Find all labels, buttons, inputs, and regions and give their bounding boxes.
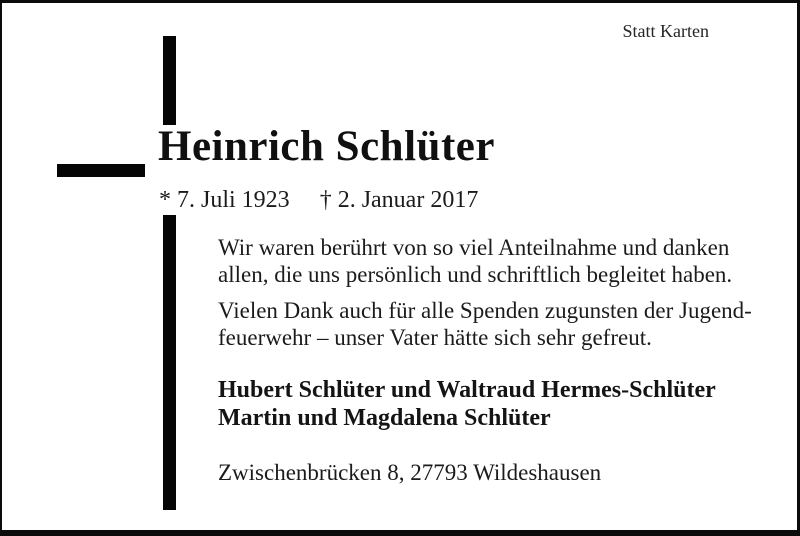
thanks-line-2: allen, die uns persönlich und schriftlich begleitet haben. [218,262,733,287]
life-dates [159,187,478,214]
donation-paragraph [218,297,752,351]
mourners-line-2: Martin und Magdalena Schlüter [218,405,551,431]
address-line [218,459,601,486]
mourners-names [218,376,716,432]
cross-top-bar-icon [163,36,176,125]
header-note: Statt Karten [622,21,709,41]
birth-date: * 7. Juli 1923 [159,187,290,213]
cross-bottom-bar-icon [163,215,176,510]
donation-line-2: feuerwehr – unser Vater hätte sich sehr gefreut. [218,325,652,350]
cross-left-arm-icon [57,164,145,177]
deceased-name: Heinrich Schlüter [158,123,495,170]
mourners-line-1: Hubert Schlüter und Waltraud Hermes-Schlüter [218,377,716,403]
address-text: Zwischenbrücken 8, 27793 Wildeshausen [218,460,602,485]
death-date: † 2. Januar 2017 [319,187,479,213]
thanks-paragraph [218,234,732,288]
thanks-line-1: Wir waren berührt von so viel Anteilnahme und danken [218,235,730,260]
donation-line-1: Vielen Dank auch für alle Spenden zugunsten der Jugend- [218,298,752,323]
